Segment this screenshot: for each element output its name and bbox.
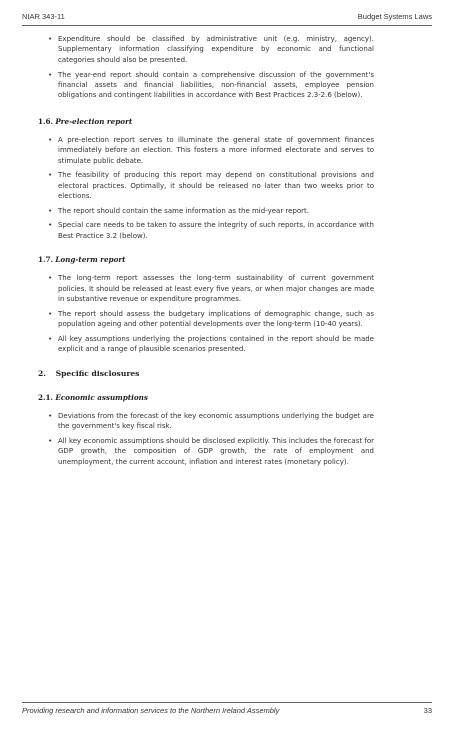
- section-2: [38, 368, 374, 379]
- page-footer: [22, 706, 432, 718]
- list-item: • Expenditure should be classified by administrative unit (e.g. ministry, agency). Supplementary information classifying expenditure by economic and functional categories should also be presented.: [48, 34, 374, 65]
- section-number: 1.7.: [38, 255, 54, 265]
- list-item: • All key economic assumptions should be disclosed explicitly. This includes the forecast for GDP growth, the composition of GDP growth, the rate of employment and unemployment, the current account, inflation and interest rates (monetary policy).: [48, 436, 374, 467]
- section-2-1-bullets: [48, 411, 374, 467]
- section-title: Long-term report: [55, 255, 126, 265]
- page-header: [22, 12, 432, 24]
- section-heading: [38, 393, 374, 403]
- section-1-6: [38, 116, 374, 242]
- list-item: • All key assumptions underlying the projections contained in the report should be made explicit and a range of plausible scenarios presented.: [48, 334, 374, 355]
- top-bullet-list: [48, 34, 374, 101]
- list-item: • The feasibility of producing this report may depend on constitutional provisions and electoral practices. Optimally, it should be released no later than two weeks prior to elections.: [48, 170, 374, 201]
- section-title: Specific disclosures: [55, 368, 140, 378]
- section-heading: [38, 117, 374, 127]
- section-number: 1.6.: [38, 116, 54, 126]
- list-item: • Deviations from the forecast of the key economic assumptions underlying the budget are the government's key fiscal risk.: [48, 411, 374, 432]
- list-item: • A pre-election report serves to illuminate the general state of government finances immediately before an election. This fosters a more informed electorate and serves to stimulate public debate.: [48, 135, 374, 166]
- list-item: • The report should contain the same information as the mid-year report.: [48, 206, 374, 216]
- section-title: Pre-election report: [55, 116, 133, 126]
- section-1-7: [38, 255, 374, 354]
- section-1-6-bullets: [48, 135, 374, 242]
- list-item: • The long-term report assesses the long-term sustainability of current government policies. It should be released at least every five years, or when major changes are made in substantive revenue or expenditure programmes.: [48, 273, 374, 304]
- footer-divider: [22, 702, 432, 703]
- section-number: 2.: [38, 368, 46, 378]
- section-heading: [38, 369, 374, 379]
- document-id: NIAR 343-11: [22, 12, 65, 21]
- section-1-7-bullets: [48, 273, 374, 354]
- section-number: 2.1.: [38, 392, 54, 402]
- list-item: • The year-end report should contain a comprehensive discussion of the government's financial assets and financial liabilities, non-financial assets, employee pension obligations and contingent liabilities in accordance with Best Practices 2.3-2.6 (below).: [48, 70, 374, 101]
- section-2-1: [38, 392, 374, 467]
- section-title: Economic assumptions: [55, 392, 148, 402]
- header-divider: [22, 25, 432, 26]
- document-title: Budget Systems Laws: [357, 12, 432, 21]
- footer-tagline: Providing research and information services to the Northern Ireland Assembly: [22, 706, 280, 715]
- section-heading: [38, 255, 374, 265]
- page-content: [38, 34, 374, 471]
- list-item: • Special care needs to be taken to assure the integrity of such reports, in accordance with Best Practice 3.2 (below).: [48, 220, 374, 241]
- list-item: • The report should assess the budgetary implications of demographic change, such as population ageing and other potential developments over the long-term (10-40 years).: [48, 309, 374, 330]
- page-number: 33: [423, 706, 432, 715]
